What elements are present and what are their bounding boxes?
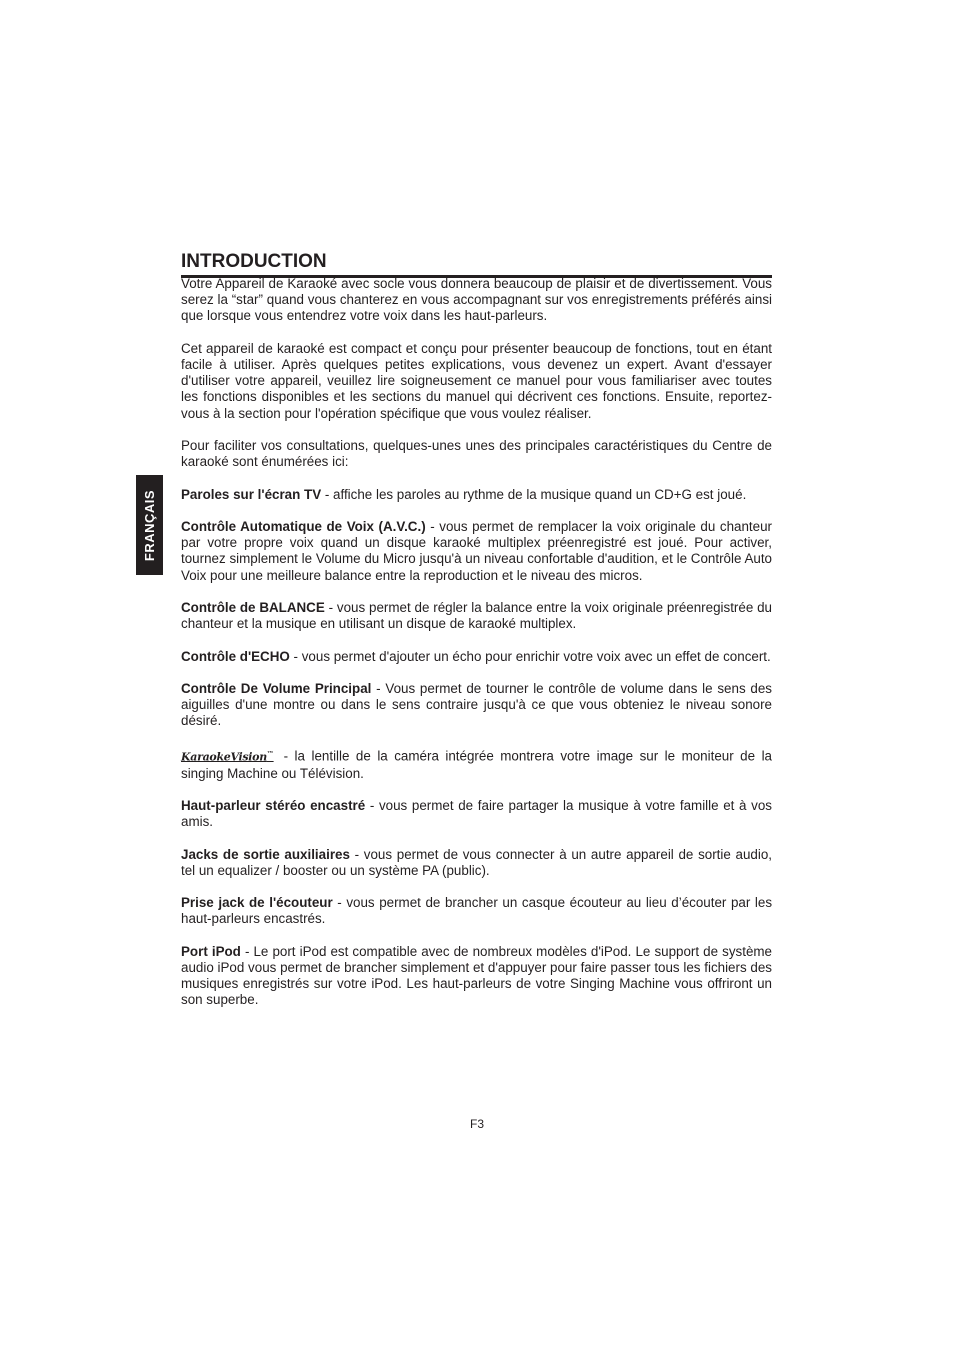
intro-paragraph: Cet appareil de karaoké est compact et conçu pour présenter beaucoup de fonctions, tout en étant facile à utiliser. Après quelques petites explications, vous devenez un expert. Avant d'essayer d'utiliser votre appareil, veuillez lire soigneusement ce manuel pour vous familiariser avec toutes les fonctions disponibles et les sections du manuel qui décrivent ces fonctions. Ensuite, reportez-vous à la section pour l'opération spécifique que vous voulez réaliser. — [181, 340, 772, 421]
language-tab-label: FRANÇAIS — [142, 489, 158, 561]
feature-desc: - vous permet de brancher un casque écouteur au lieu d’écouter par les haut-parleurs encastrés. — [181, 895, 773, 927]
feature-item — [181, 895, 772, 927]
feature-desc: - vous permet d'ajouter un écho pour enrichir votre voix avec un effet de concert. — [289, 648, 771, 664]
feature-item-karaokevision — [181, 746, 772, 782]
language-tab — [136, 475, 163, 575]
feature-term: Prise jack de l'écouteur — [181, 895, 333, 911]
feature-term: Contrôle De Volume Principal — [181, 680, 372, 696]
feature-item — [181, 519, 772, 584]
feature-term: Paroles sur l'écran TV — [181, 486, 322, 502]
intro-paragraph: Votre Appareil de Karaoké avec socle vous donnera beaucoup de plaisir et de divertissement. Vous serez la “star” quand vous chanterez en vous accompagnant sur vos enregistrements préférés ainsi que lorsque vous entendrez votre voix dans les haut-parleurs. — [181, 276, 772, 324]
feature-desc: - vous permet de faire partager la musique à votre famille et à vos amis. — [181, 798, 772, 830]
page-number: F3 — [469, 1117, 484, 1131]
feature-desc: - Le port iPod est compatible avec de nombreux modèles d'iPod. Le support de système audio iPod vous permet de brancher simplement et d'appuyer pour faire passer tous les fichiers des musiques enregistrés sur votre iPod. Les haut-parleurs de votre Singing Machine vous offriront un son superbe. — [181, 943, 773, 1008]
feature-term: Contrôle de BALANCE — [181, 599, 325, 615]
feature-item — [181, 798, 772, 830]
feature-item — [181, 944, 772, 1009]
page-title: INTRODUCTION — [181, 251, 772, 278]
feature-item — [181, 487, 772, 503]
feature-desc: - Vous permet de tourner le contrôle de volume dans le sens des aiguilles d'une montre ou dans le sens contraire jusqu'à ce que vous obteniez le niveau sonore désiré. — [181, 680, 772, 729]
feature-desc: - vous permet de régler la balance entre la voix originale préenregistrée du chanteur et la musique en utilisant un disque de karaoké multiplex. — [181, 599, 772, 632]
feature-item — [181, 847, 772, 879]
feature-term: Jacks de sortie auxiliaires — [181, 846, 350, 862]
intro-paragraph: Pour faciliter vos consultations, quelques-unes unes des principales caractéristiques du Centre de karaoké sont énumérées ici: — [181, 438, 772, 470]
feature-item — [181, 681, 772, 730]
feature-term: Haut-parleur stéréo encastré — [181, 798, 366, 814]
feature-item — [181, 649, 772, 665]
karaokevision-logo: KaraokeVision™ — [181, 748, 274, 764]
feature-desc: - vous permet de vous connecter à un autre appareil de sortie audio, tel un equalizer / booster ou un système PA (public). — [181, 846, 772, 878]
feature-term: Contrôle Automatique de Voix (A.V.C.) — [181, 518, 426, 534]
feature-term: Port iPod — [181, 943, 241, 959]
feature-desc: - affiche les paroles au rythme de la musique quand un CD+G est joué. — [321, 486, 747, 502]
feature-term: Contrôle d'ECHO — [181, 648, 290, 664]
feature-desc: - la lentille de la caméra intégrée montrera votre image sur le moniteur de la singing Machine ou Télévision. — [181, 748, 772, 781]
feature-item — [181, 600, 772, 632]
feature-desc: - vous permet de remplacer la voix originale du chanteur par votre propre voix quand un disque karaoké multiplex préenregistré est joué. Pour activer, tournez simplement le Volume du Micro jusqu'à un niveau confortable d'audition, et le Contrôle Auto Voix pour une meilleure balance entre la reproduction et le niveau des micros. — [181, 518, 772, 583]
body-text — [181, 276, 772, 1025]
